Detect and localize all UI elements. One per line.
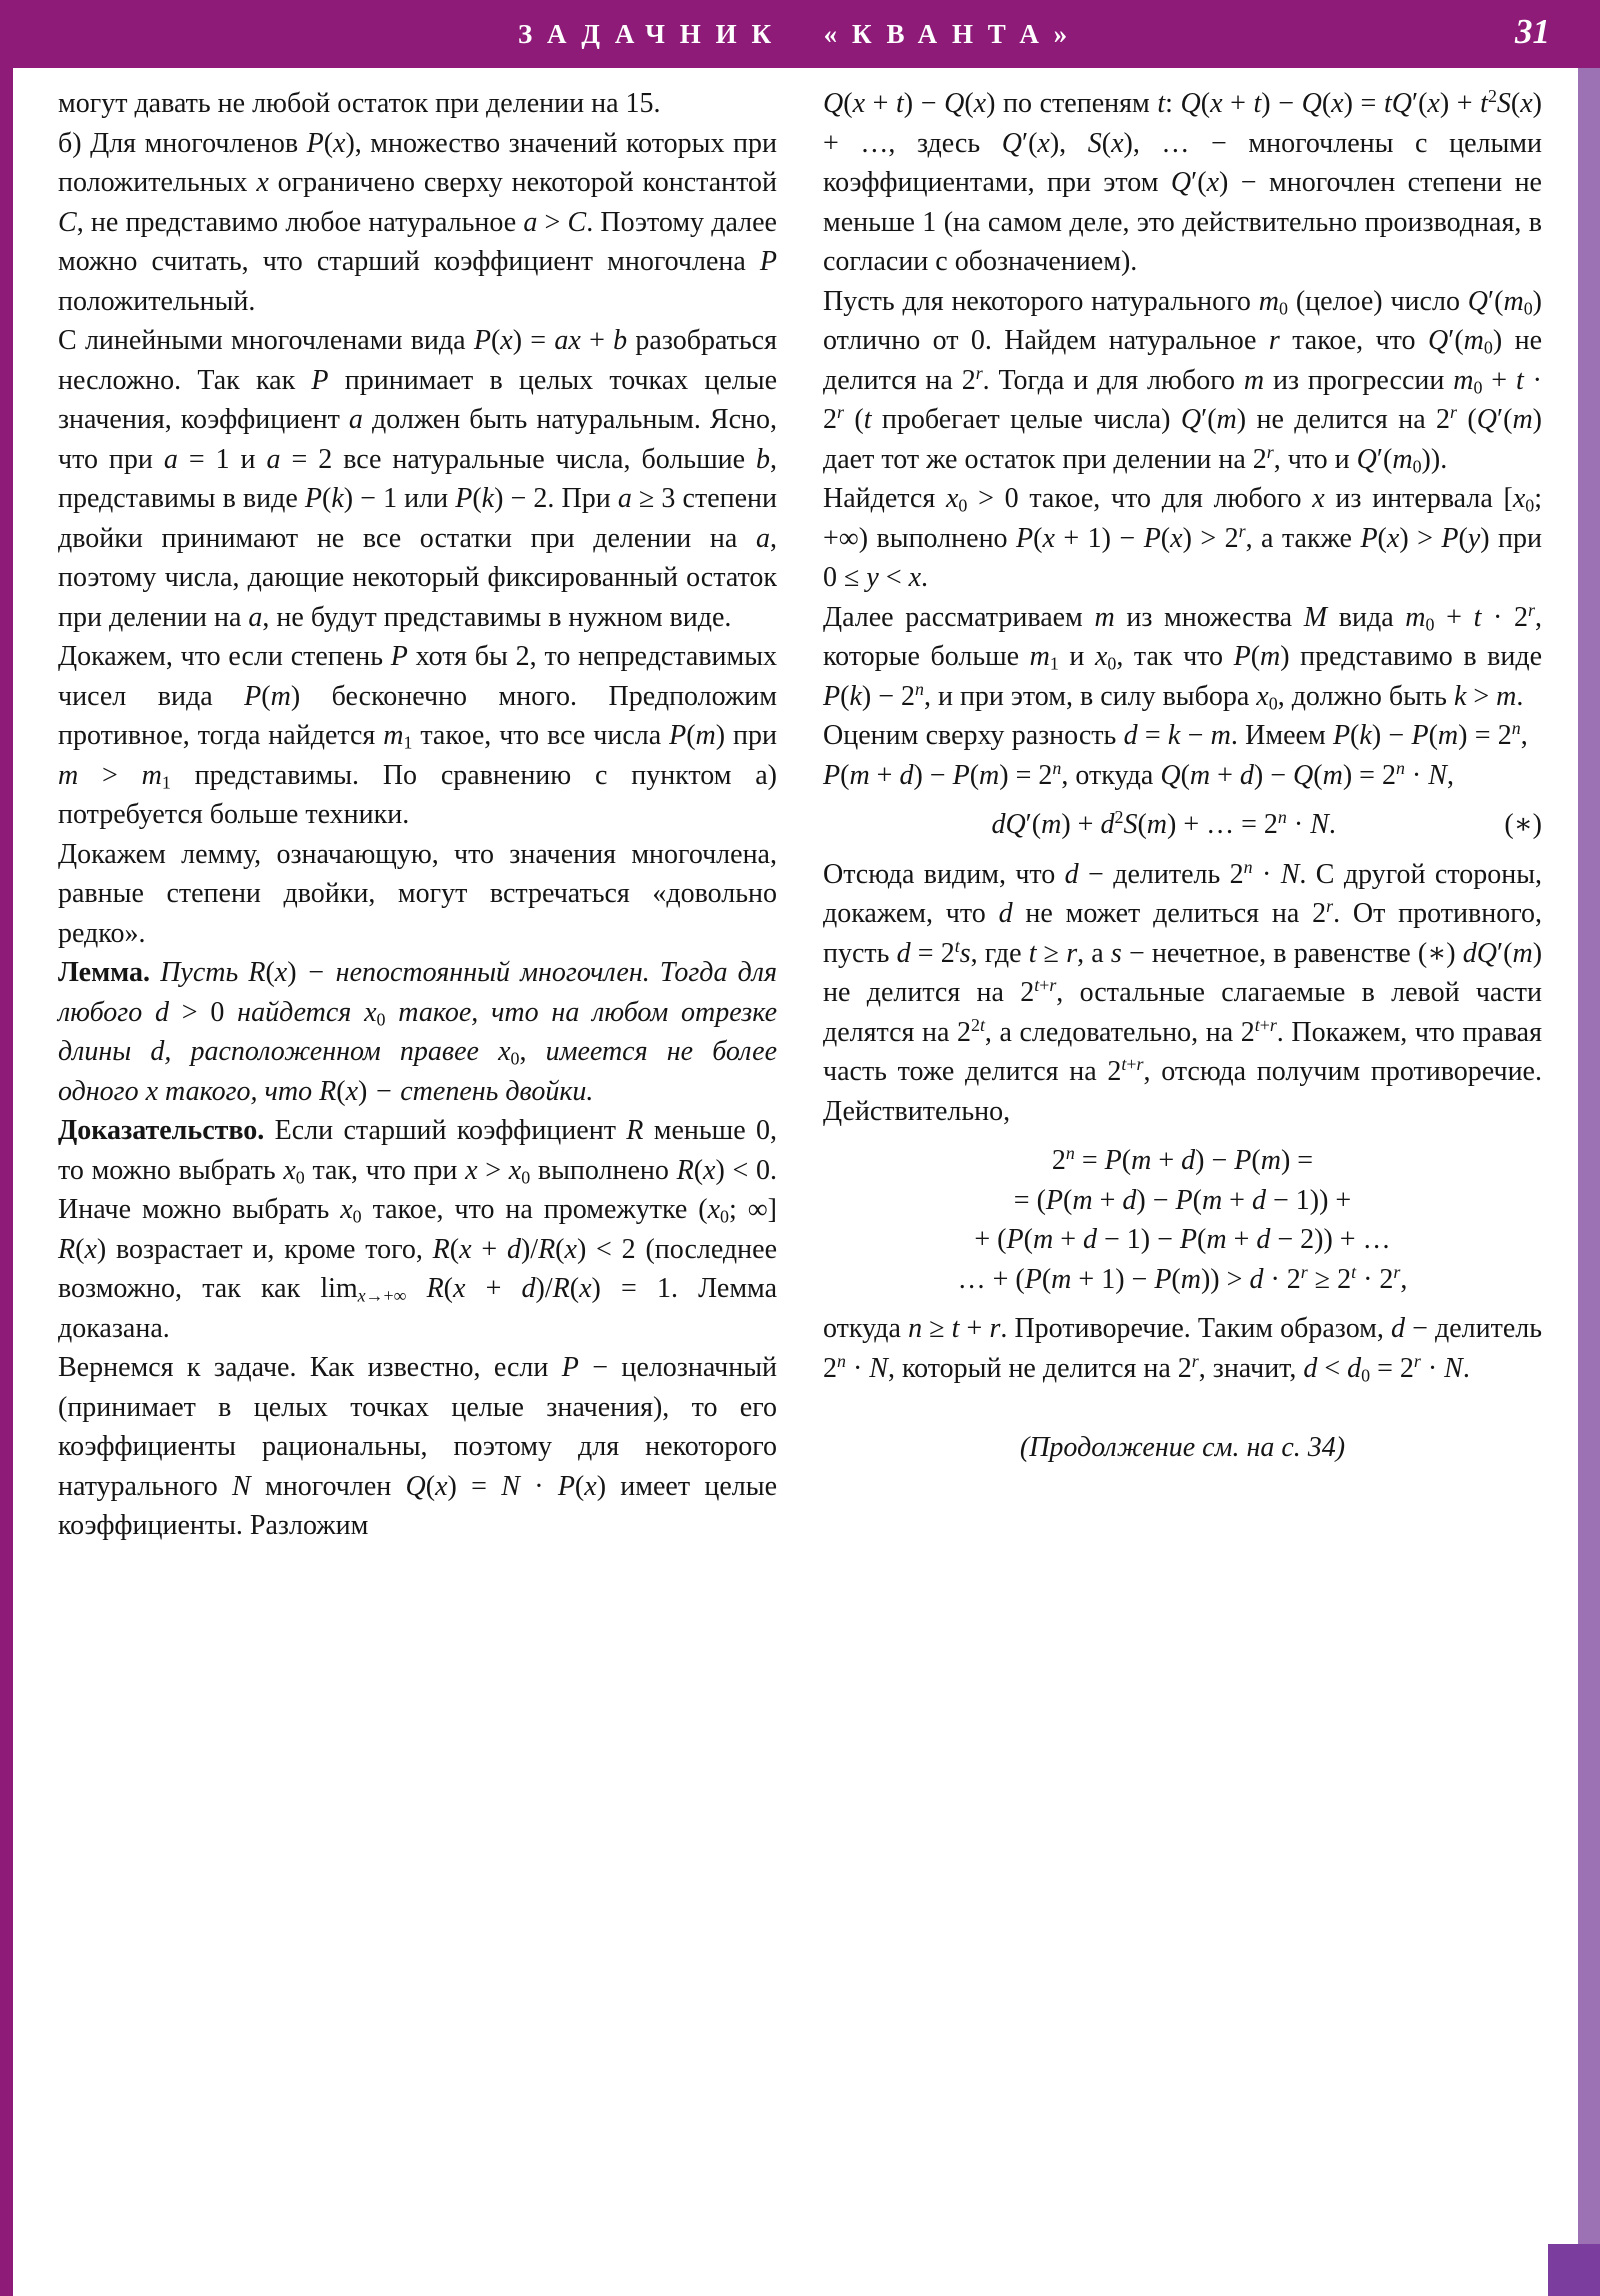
lemma-proof: Доказательство. Если старший коэффициент R меньше 0, то можно выбрать $x_0$ так, что при $x > x_0$ выполнено R(x) < 0. Иначе можно выбрать $x_0$ такое, что на промежутке ($x_0$; ∞] R(x) возрастает и, кроме того, R(x + d)/R(x) < 2 (последнее возможно, так как $\lim_{x\to+\infty} R(x + d)/R(x) = 1$. Лемма доказана.: [58, 1115, 778, 1344]
continuation-note: (Продолжение см. на с. 34): [1019, 1432, 1346, 1463]
left-border-strip: [0, 0, 13, 2296]
page-number: 31: [1515, 12, 1550, 51]
lemma-statement: Лемма. Пусть R(x) − непостоянный многочлен. Тогда для любого d > 0 найдется $x_0$ такое, что на любом отрезке длины d, расположенном правее $x_0$, имеется не более одного x такого, что R(x) − степень двойки.: [58, 957, 778, 1107]
equation-star: (∗) $dQ'(m) + d^2S(m)$ + … = $2^n \cdot N$.: [991, 807, 1542, 840]
para-divisor: Отсюда видим, что d − делитель $2^n \cdot N$. С другой стороны, докажем, что d не может делиться на 2$^r$. От противного, пусть $d = 2^ts$, где t ≥ r, а s − нечетное, в равенстве (∗) dQ′(m) не делится на $2^{t+r}$, остальные слагаемые в левой части делятся на $2^{2t}$, а следовательно, на $2^{t+r}$. Покажем, что правая часть тоже делится на $2^{t+r}$, отсюда получим противоречие. Действительно,: [823, 856, 1543, 1127]
page-header: [0, 0, 1600, 68]
right-column: [823, 84, 1542, 1546]
para-lemma-intro: Докажем лемму, означающую, что значения многочлена, равные степени двойки, могут встречаться «довольно редко».: [58, 838, 777, 949]
para-conclusion: откуда n ≥ t + r. Противоречие. Таким образом, d − делитель $2^n \cdot N$, который не делится на 2$^r$, значит, $d < d_0 = 2^r \cdot N$.: [823, 1313, 1543, 1385]
article-content: [58, 84, 1542, 1546]
left-column: [58, 84, 777, 1546]
right-border-strip: [1578, 68, 1600, 2296]
para-m0: Пусть для некоторого натурального $m_0$ (целое) число $Q'(m_0)$ отлично от 0. Найдем натуральное r такое, что $Q'(m_0)$ не делится на 2$^r$. Тогда и для любого m из прогрессии $m_0 + t \cdot 2^r$ (t пробегает целые числа) Q′(m) не делится на 2$^r$ (Q′(m) дает тот же остаток при делении на 2$^r$, что и $Q'(m_0)$).: [823, 285, 1542, 476]
para-continuation: могут давать не любой остаток при делении на 15.: [58, 88, 661, 119]
para-item-b: б) Для многочленов P(x), множество значений которых при положительных x ограничено сверху некоторой константой C, не представимо любое натуральное a > C. Поэтому далее можно считать, что старший коэффициент многочлена P положительный.: [58, 127, 777, 317]
para-return-to-problem: Вернемся к задаче. Как известно, если P − целозначный (принимает в целых точках целые значения), то его коэффициенты рациональны, поэтому для некоторого натурального N многочлен Q(x) = N · P(x) имеет целые коэффициенты. Разложим: [58, 1352, 778, 1541]
para-expansion: Q(x + t) − Q(x) по степеням t: $Q(x + t) - Q(x) = tQ'(x) + t^2S(x)$ + …, здесь Q′(x), S(x), … − многочлены с целыми коэффициентами, при этом Q′(x) − многочлен степени не меньше 1 (на самом деле, это действительно производная, в согласии с обозначением).: [823, 86, 1542, 277]
corner-square: [1548, 2244, 1600, 2296]
para-estimate: Оценим сверху разность d = k − m. Имеем $P(k) - P(m) = 2^n$, $P(m + d) - P(m) = 2^n$, откуда $Q(m + d) - Q(m) = 2^n \cdot N$,: [823, 718, 1543, 791]
para-degree-two: Докажем, что если степень P хотя бы 2, то непредставимых чисел вида P(m) бесконечно много. Предположим противное, тогда найдется $m_1$ такое, что все числа P(m) при $m > m_1$ представимы. По сравнению с пунктом а) потребуется больше техники.: [58, 641, 778, 830]
equation-chain: $2^n = P(m + d) - P(m)$ = = (P(m + d) − P(m + d − 1)) + + (P(m + d − 1) − P(m + d − 2)) + … … + $(P(m + 1) - P(m)) > d \cdot 2^r \ge 2^t \cdot 2^r$,: [957, 1143, 1408, 1295]
para-linear-case: С линейными многочленами вида P(x) = ax + b разобраться несложно. Так как P принимает в целых точках целые значения, коэффициент a должен быть натуральным. Ясно, что при a = 1 и a = 2 все натуральные числа, большие b, представимы в виде P(k) − 1 или P(k) − 2. При a ≥ 3 степени двойки принимают не все остатки при делении на a, поэтому числа, дающие некоторый фиксированный остаток при делении на a, не будут представимы в нужном виде.: [58, 325, 778, 633]
para-x0: Найдется $x_0 > 0$ такое, что для любого x из интервала [$x_0$; +∞) выполнено $P(x + 1) - P(x) > 2^r$, а также P(x) > P(y) при 0 ≤ y < x.: [823, 483, 1543, 593]
section-title: ЗАДАЧНИК «КВАНТА»: [517, 18, 1083, 49]
para-set-M: Далее рассматриваем m из множества M вида $m_0 + t \cdot 2^r$, которые больше $m_1$ и $x_0$, так что P(m) представимо в виде $P(k) - 2^n$, и при этом, в силу выбора $x_0$, должно быть k > m.: [823, 599, 1543, 713]
